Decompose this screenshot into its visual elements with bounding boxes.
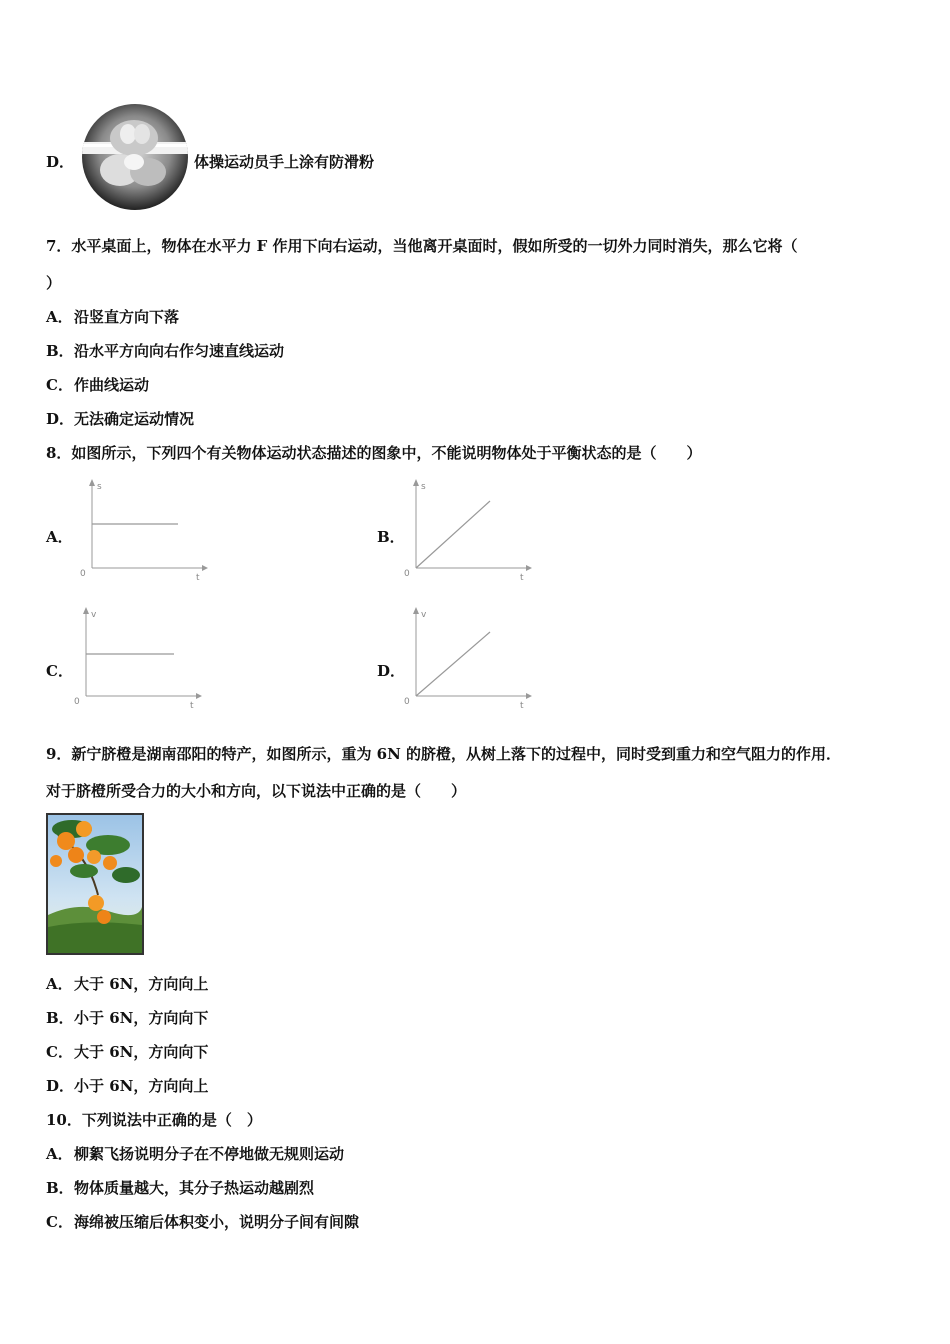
option-text: 柳絮飞扬说明分子在不停地做无规则运动: [74, 1145, 345, 1163]
option-letter: B．: [46, 1179, 74, 1197]
x-axis-label: t: [520, 573, 524, 583]
q8-graph-b-letter: B．: [377, 528, 405, 546]
q10-option-a: [46, 1144, 344, 1164]
q9-option-a: [46, 974, 208, 994]
x-axis-label: t: [520, 701, 524, 711]
q8-graph-c: [72, 606, 202, 711]
q7-option-d: [46, 409, 194, 429]
q6-option-d-letter: D．: [46, 153, 75, 171]
option-letter: C．: [46, 376, 73, 394]
origin-label: 0: [404, 697, 410, 707]
q10-option-c: [46, 1212, 359, 1232]
q9-stem-line1: 9．新宁脐橙是湖南邵阳的特产，如图所示，重为 6N 的脐橙，从树上落下的过程中，同时受到重力和空气阻力的作用．: [46, 745, 842, 763]
q7-option-a: [46, 307, 179, 327]
option-text: 大于 6N，方向向下: [74, 1043, 209, 1061]
option-text: 小于 6N，方向向下: [74, 1009, 209, 1027]
graph-line: [416, 501, 490, 568]
option-letter: A．: [46, 308, 73, 326]
origin-label: 0: [80, 569, 86, 579]
q10-option-b: [46, 1178, 314, 1198]
x-axis-label: t: [196, 573, 200, 583]
navel-orange-photo: [46, 813, 144, 955]
option-text: 大于 6N，方向向上: [74, 975, 209, 993]
y-axis-arrow-icon: [83, 607, 89, 614]
q6-option-d: [46, 152, 74, 172]
option-letter: C．: [46, 1213, 73, 1231]
q9-stem-line2: 对于脐橙所受合力的大小和方向，以下说法中正确的是（ ）: [46, 782, 467, 800]
q7-stem-line1: 7．水平桌面上，物体在水平力 F 作用下向右运动，当他离开桌面时，假如所受的一切外力同时消失，那么它将（: [46, 237, 798, 255]
option-letter: D．: [46, 1077, 75, 1095]
q8-stem: 8．如图所示，下列四个有关物体运动状态描述的图象中，不能说明物体处于平衡状态的是（ ）: [46, 444, 702, 462]
origin-label: 0: [74, 697, 80, 707]
q9-option-c: [46, 1042, 208, 1062]
q10-stem: 10．下列说法中正确的是（ ）: [46, 1111, 262, 1129]
option-text: 沿水平方向向右作匀速直线运动: [74, 342, 285, 360]
q8-graph-d-letter: D．: [377, 662, 406, 680]
option-text: 沿竖直方向下落: [74, 308, 180, 326]
q7-stem-line2: ）: [46, 274, 62, 292]
q8-graph-a: [78, 478, 208, 583]
option-letter: B．: [46, 1009, 74, 1027]
option-text: 无法确定运动情况: [74, 410, 195, 428]
gymnast-hands-illustration: [82, 104, 188, 210]
option-letter: C．: [46, 1043, 73, 1061]
q6-option-d-text: 体操运动员手上涂有防滑粉: [194, 153, 375, 171]
y-axis-label: s: [97, 482, 102, 492]
gymnast-hands-photo: [82, 104, 188, 210]
y-axis-arrow-icon: [89, 479, 95, 486]
option-text: 物体质量越大，其分子热运动越剧烈: [74, 1179, 315, 1197]
option-text: 海绵被压缩后体积变小，说明分子间有间隙: [74, 1213, 360, 1231]
x-axis-arrow-icon: [526, 693, 532, 699]
y-axis-label: v: [91, 610, 97, 620]
q9-option-b: [46, 1008, 208, 1028]
y-axis-arrow-icon: [413, 607, 419, 614]
graph-line: [416, 632, 490, 696]
x-axis-arrow-icon: [196, 693, 202, 699]
q8-graph-d: [402, 606, 532, 711]
q9-option-d: [46, 1076, 208, 1096]
q8-graph-a-letter: A．: [46, 528, 73, 546]
x-axis-arrow-icon: [526, 565, 532, 571]
option-letter: B．: [46, 342, 74, 360]
x-axis-label: t: [190, 701, 194, 711]
option-letter: A．: [46, 975, 73, 993]
origin-label: 0: [404, 569, 410, 579]
y-axis-label: v: [421, 610, 427, 620]
y-axis-label: s: [421, 482, 426, 492]
x-axis-arrow-icon: [202, 565, 208, 571]
q8-graph-c-letter: C．: [46, 662, 73, 680]
y-axis-arrow-icon: [413, 479, 419, 486]
option-letter: A．: [46, 1145, 73, 1163]
option-text: 作曲线运动: [74, 376, 150, 394]
option-text: 小于 6N，方向向上: [74, 1077, 209, 1095]
q8-graph-b: [402, 478, 532, 583]
option-letter: D．: [46, 410, 75, 428]
orange-tree-illustration: [48, 815, 142, 953]
q7-option-c: [46, 375, 149, 395]
q7-option-b: [46, 341, 284, 361]
